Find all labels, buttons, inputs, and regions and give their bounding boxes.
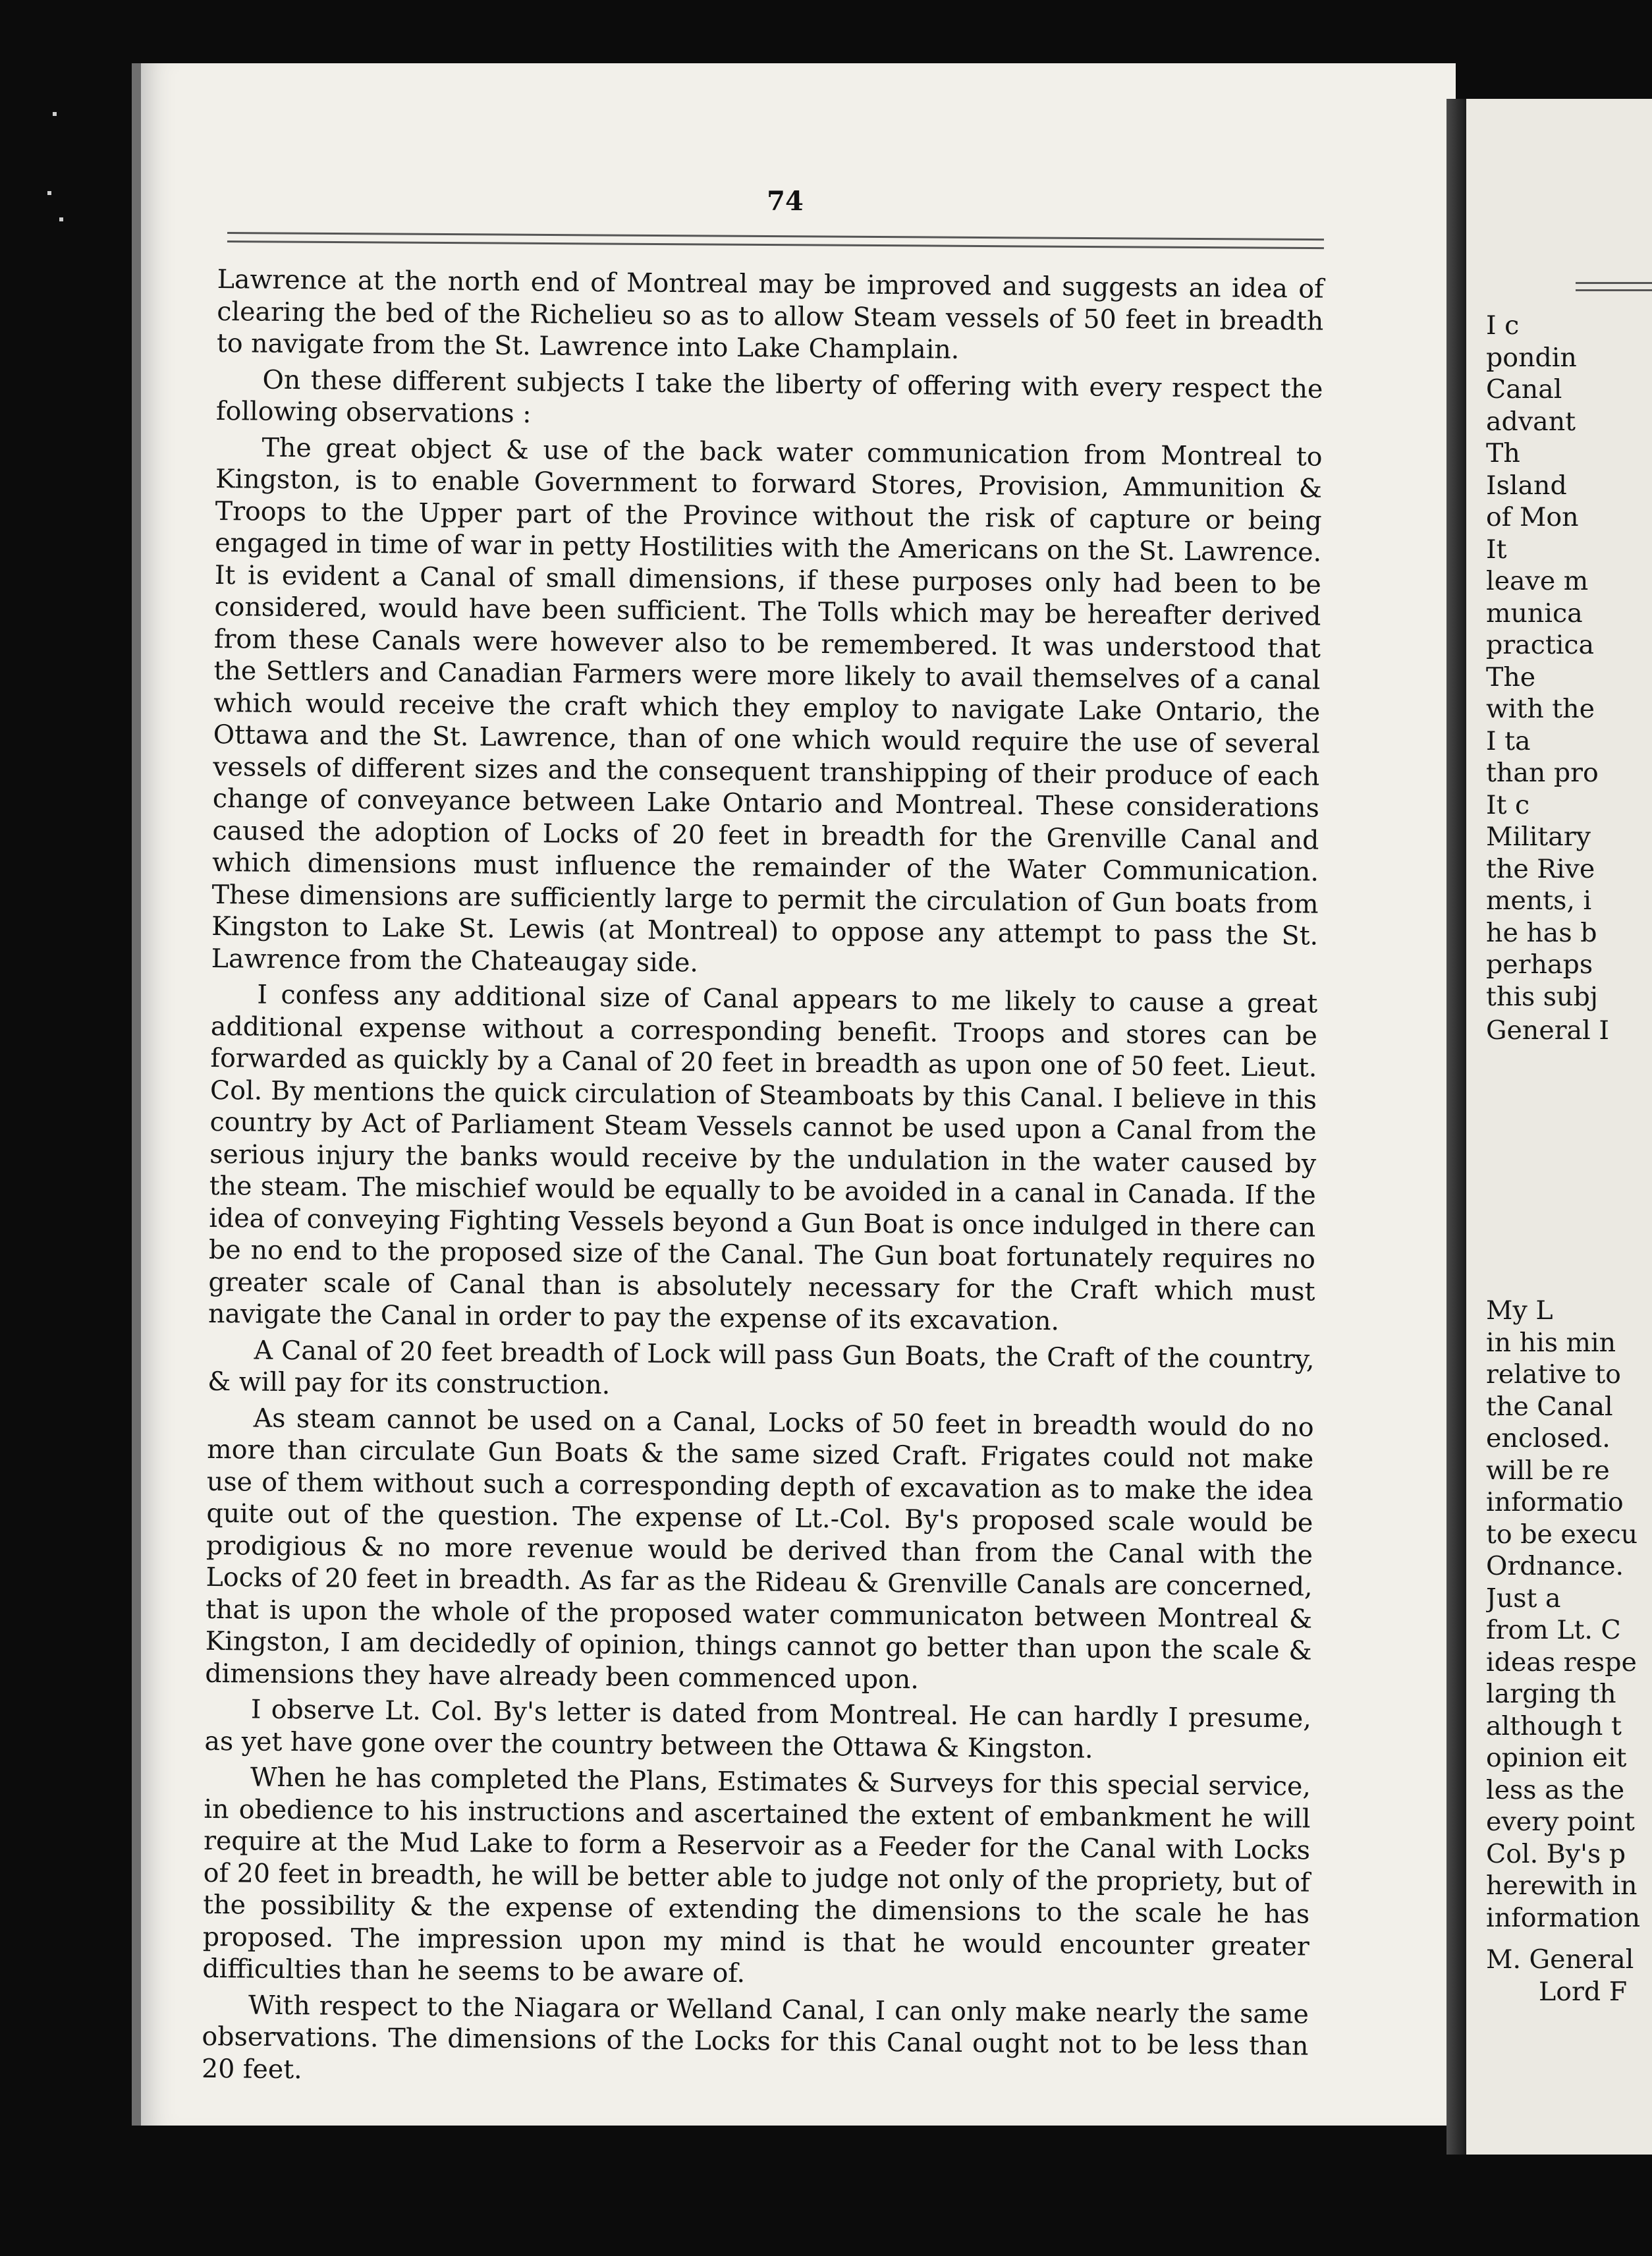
right-line: advant [1486,406,1576,437]
right-line: informatio [1486,1487,1624,1517]
right-line: Just a [1486,1583,1561,1614]
right-line: of Mon [1486,502,1579,532]
paragraph: A Canal of 20 feet breadth of Lock will pass Gun Boats, the Craft of the country, & will pay for its construction. [207,1335,1315,1401]
right-line: larging th [1486,1679,1616,1709]
scan-speck [53,112,57,116]
right-line: in his min [1486,1327,1616,1358]
paragraph: The great object & use of the back water communication from Montreal to Kingston, is to enable Government to forward Stores, Provision, Ammunition & Troops to the Upper part of the Province without the risk of capture or being engaged in time of war in petty Hostilities with the Americans on the St. Lawrence. It is evident a Canal of small dimensions, if these purposes only had been to be considered, would have been sufficient. The Tolls which may be hereafter derived from these Canals were however also to be remembered. It was understood that the Settlers and Canadian Farmers were more likely to avail themselves of a canal which would receive the craft which they employ to navigate Lake Ontario, the Ottawa and the St. Lawrence, than of one which would require the use of several vessels of different sizes and the consequent transhipping of their produce of each change of conveyance between Lake Ontario and Montreal. These considerations caused the adoption of Locks of 20 feet in breadth for the Grenville Canal and which dimensions must influence the remainder of the Water Communication. These dimensions are sufficiently large to permit the circulation of Gun boats from Kingston to Lake St. Lewis (at Montreal) to oppose any attempt to pass the St. Lawrence from the Chateaugay side. [211,432,1323,978]
paragraph: When he has completed the Plans, Estimates & Surveys for this special service, in obedience to his instructions and ascertained the extent of embankment he will require at the Mud Lake to form a Reservoir as a Feeder for the Canal with Locks of 20 feet in breadth, he will be better able to judge not only of the propriety, but of the possibility & the expense of extending the dimensions to the scale he has proposed. The impression upon my mind is that he would encounter greater difficulties than he seems to be aware of. [202,1762,1311,1989]
right-line: Col. By's p [1486,1838,1626,1869]
paragraph: I observe Lt. Col. By's letter is dated from Montreal. He can hardly I presume, as yet have gone over the country between the Ottawa & Kingston. [204,1694,1311,1764]
scan-speck [47,191,51,195]
paragraph: On these different subjects I take the liberty of offering with every respect the following observations : [215,364,1323,430]
right-line: ideas respe [1486,1647,1637,1678]
right-line: The [1486,662,1536,692]
paragraph: Lawrence at the north end of Montreal may be improved and suggests an idea of clearing the bed of the Richelieu so as to allow Steam vessels of 50 feet in breadth to navigate from the St. Lawrence into Lake Champlain. [216,264,1324,365]
right-page-lower-text [1486,1295,1652,1934]
right-line: less as the [1486,1774,1625,1805]
right-line: pondin [1486,342,1577,373]
right-line: Lord F [1539,1976,1628,2007]
right-line: Th [1486,438,1520,468]
scan-speck [59,217,63,221]
paragraph: As steam cannot be used on a Canal, Locks of 50 feet in breadth would do no more than circulate Gun Boats & the same sized Craft. Frigates could not make use of them without such a corresponding depth of excavation as to make the idea quite out of the question. The expense of Lt.-Col. By's proposed scale would be prodigious & no more revenue would be derived than from the Canal with the Locks of 20 feet in breadth. As far as the Rideau & Grenville Canals are concerned, that is upon the whole of the proposed water communicaton between Montreal & Kingston, I am decidedly of opinion, things cannot go better than upon the scale & dimensions they have already been commenced upon. [205,1403,1314,1695]
right-page-footer [1486,1944,1652,2008]
right-line: I c [1486,310,1520,341]
right-line: M. General [1486,1944,1634,1975]
right-line: It [1486,534,1507,565]
right-line: information [1486,1902,1641,1933]
right-line: perhaps [1486,949,1593,980]
right-line: Military [1486,822,1591,852]
right-page-rule [1576,282,1652,291]
right-line: from Lt. C [1486,1615,1621,1645]
right-line: enclosed. [1486,1423,1611,1453]
page-number: 74 [767,186,804,217]
right-page-upper-text [1486,310,1652,1013]
right-line: although t [1486,1710,1622,1741]
paragraph: With respect to the Niagara or Welland Canal, I can only make nearly the same observations. The dimensions of the Locks for this Canal ought not to be less than 20 feet. [201,1990,1309,2085]
right-line: munica [1486,598,1583,629]
right-line: practica [1486,630,1595,660]
right-line: he has b [1486,917,1597,948]
right-line: will be re [1486,1455,1610,1486]
right-line: It c [1486,789,1530,820]
right-line: Canal [1486,374,1562,405]
right-line: with the [1486,694,1595,724]
right-line: every point [1486,1807,1635,1837]
right-line: the Rive [1486,853,1595,884]
right-line: leave m [1486,566,1589,596]
right-page-signature [1486,1015,1652,1047]
right-line: this subj [1486,981,1599,1012]
right-line: opinion eit [1486,1743,1627,1773]
right-line: relative to [1486,1359,1621,1390]
right-line: ments, i [1486,886,1592,916]
right-line: Island [1486,470,1567,501]
right-line: Ordnance. [1486,1551,1624,1581]
right-line: the Canal [1486,1391,1613,1422]
right-line: to be execu [1486,1519,1638,1550]
right-line: than pro [1486,758,1599,788]
paragraph: I confess any additional size of Canal appears to me likely to cause a great additional expense without a corresponding benefit. Troops and stores can be forwarded as quickly by a Canal of 20 feet in breadth as upon one of 50 feet. Lieut. Col. By mentions the quick circulation of Steamboats by this Canal. I believe in this country by Act of Parliament Steam Vessels cannot be used upon a Canal from the serious injury the banks would receive by the undulation in the water caused by the steam. The mischief would be equally to be avoided in a canal in Canada. If the idea of conveying Fighting Vessels beyond a Gun Boat is once indulged in there can be no end to the proposed size of the Canal. The Gun boat fortunately requires no greater scale of Canal than is absolutely necessary for the Craft which must navigate the Canal in order to pay the expense of its excavation. [207,979,1318,1337]
body-text [202,264,1324,2099]
right-line: I ta [1486,725,1531,756]
right-line: General I [1486,1015,1609,1046]
scan-border-left [0,0,132,2256]
right-line: My L [1486,1295,1553,1326]
right-line: herewith in [1486,1871,1638,1901]
